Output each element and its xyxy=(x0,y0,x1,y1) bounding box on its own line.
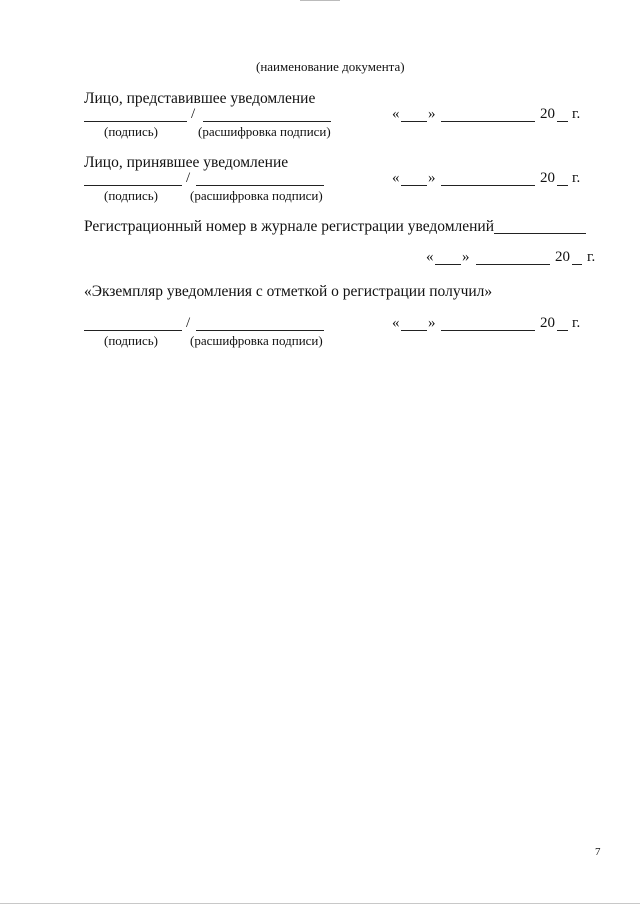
month-line xyxy=(441,330,535,331)
year-prefix: 20 xyxy=(540,106,555,122)
decoding-line xyxy=(203,121,331,122)
signature-caption: (подпись) xyxy=(104,333,158,348)
year-prefix: 20 xyxy=(540,170,555,186)
signature-caption: (подпись) xyxy=(104,124,158,139)
year-suffix: г. xyxy=(572,170,581,186)
document-name-caption: (наименование документа) xyxy=(256,59,405,74)
registration-number-title: Регистрационный номер в журнале регистрации уведомлений xyxy=(84,218,495,235)
decoding-line xyxy=(196,185,324,186)
decoding-caption: (расшифровка подписи) xyxy=(190,188,323,203)
block-presenter-title: Лицо, представившее уведомление xyxy=(84,90,316,107)
page-number: 7 xyxy=(595,846,601,858)
slash-separator: / xyxy=(186,170,191,186)
day-line xyxy=(401,121,427,122)
month-line xyxy=(476,264,550,265)
year-suffix: г. xyxy=(587,249,596,265)
signature-line xyxy=(84,185,182,186)
signature-line xyxy=(84,121,187,122)
year-line xyxy=(557,185,568,186)
slash-separator: / xyxy=(186,315,191,331)
scan-artifact-top xyxy=(300,0,340,1)
year-suffix: г. xyxy=(572,106,581,122)
quote-close: » xyxy=(428,106,436,122)
quote-close: » xyxy=(428,315,436,331)
quote-close: » xyxy=(428,170,436,186)
registration-number-line xyxy=(494,233,586,234)
quote-open: « xyxy=(426,249,434,265)
year-prefix: 20 xyxy=(540,315,555,331)
year-line xyxy=(572,264,582,265)
signature-line xyxy=(84,330,182,331)
decoding-caption: (расшифровка подписи) xyxy=(190,333,323,348)
month-line xyxy=(441,185,535,186)
quote-close: » xyxy=(462,249,470,265)
year-prefix: 20 xyxy=(555,249,570,265)
copy-received-title: «Экземпляр уведомления с отметкой о регистрации получил» xyxy=(84,283,493,300)
slash-separator: / xyxy=(191,106,196,122)
year-line xyxy=(557,121,568,122)
day-line xyxy=(401,330,427,331)
quote-open: « xyxy=(392,170,400,186)
day-line xyxy=(435,264,461,265)
decoding-caption: (расшифровка подписи) xyxy=(198,124,331,139)
year-line xyxy=(557,330,568,331)
signature-caption: (подпись) xyxy=(104,188,158,203)
decoding-line xyxy=(196,330,324,331)
block-receiver-title: Лицо, принявшее уведомление xyxy=(84,154,289,171)
year-suffix: г. xyxy=(572,315,581,331)
month-line xyxy=(441,121,535,122)
quote-open: « xyxy=(392,315,400,331)
quote-open: « xyxy=(392,106,400,122)
scan-artifact-bottom xyxy=(0,903,640,904)
day-line xyxy=(401,185,427,186)
